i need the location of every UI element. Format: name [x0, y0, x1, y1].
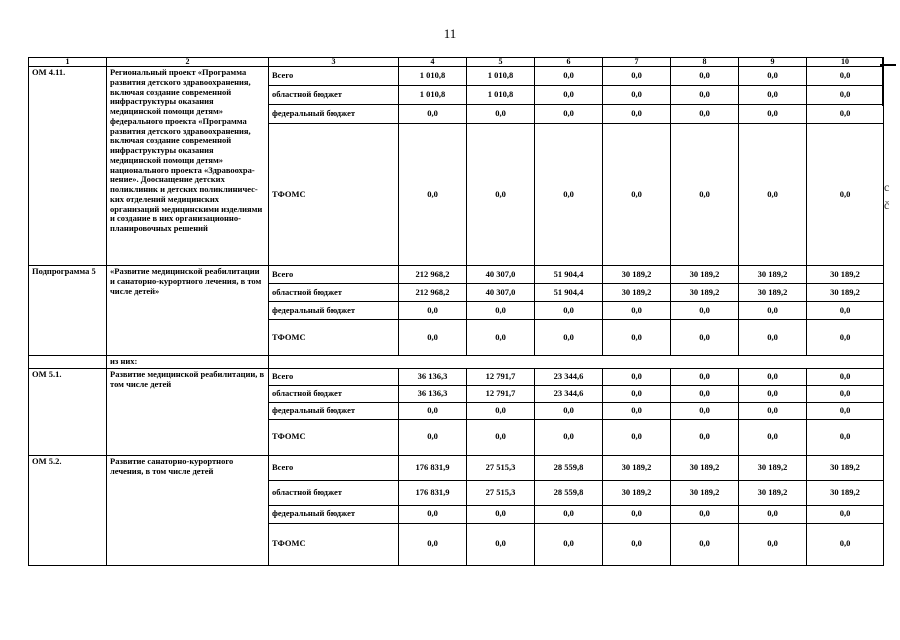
row-code: ОМ 5.2.	[29, 455, 107, 565]
header-cell: 1	[29, 58, 107, 67]
value-cell: 0,0	[671, 419, 739, 455]
value-cell: 0,0	[535, 86, 603, 105]
note-row	[29, 356, 884, 369]
value-cell: 0,0	[603, 302, 671, 320]
value-cell: 0,0	[739, 124, 807, 266]
value-cell: 0,0	[739, 505, 807, 523]
value-cell: 30 189,2	[807, 480, 884, 505]
value-cell: 0,0	[671, 86, 739, 105]
value-cell: 0,0	[671, 523, 739, 565]
value-cell: 28 559,8	[535, 480, 603, 505]
value-cell: 0,0	[671, 124, 739, 266]
row-code: ОМ 5.1.	[29, 368, 107, 455]
value-cell: 0,0	[603, 368, 671, 385]
value-cell: 30 189,2	[739, 266, 807, 284]
value-cell: 0,0	[399, 124, 467, 266]
value-cell: 1 010,8	[467, 86, 535, 105]
value-cell: 0,0	[467, 505, 535, 523]
header-cell: 7	[603, 58, 671, 67]
value-cell: 28 559,8	[535, 455, 603, 480]
header-cell: 4	[399, 58, 467, 67]
funding-source: областной бюджет	[269, 385, 399, 402]
value-cell: 0,0	[807, 105, 884, 124]
header-cell: 8	[671, 58, 739, 67]
value-cell: 0,0	[671, 385, 739, 402]
value-cell: 0,0	[807, 402, 884, 419]
value-cell: 0,0	[399, 320, 467, 356]
header-cell: 10	[807, 58, 884, 67]
value-cell: 30 189,2	[807, 455, 884, 480]
value-cell: 0,0	[535, 505, 603, 523]
value-cell: 0,0	[739, 368, 807, 385]
header-cell: 5	[467, 58, 535, 67]
value-cell: 0,0	[671, 302, 739, 320]
value-cell: 0,0	[739, 523, 807, 565]
value-cell: 0,0	[739, 302, 807, 320]
value-cell: 0,0	[807, 67, 884, 86]
value-cell: 23 344,6	[535, 385, 603, 402]
funding-source: ТФОМС	[269, 523, 399, 565]
value-cell: 0,0	[739, 419, 807, 455]
edge-letter-mark: c	[884, 180, 890, 194]
header-cell: 2	[107, 58, 269, 67]
value-cell: 0,0	[399, 419, 467, 455]
value-cell: 0,0	[603, 320, 671, 356]
funding-source: Всего	[269, 368, 399, 385]
funding-source: Всего	[269, 455, 399, 480]
header-cell: 9	[739, 58, 807, 67]
value-cell: 212 968,2	[399, 266, 467, 284]
value-cell: 0,0	[603, 124, 671, 266]
funding-source: областной бюджет	[269, 86, 399, 105]
value-cell: 27 515,3	[467, 480, 535, 505]
value-cell: 0,0	[603, 505, 671, 523]
value-cell: 0,0	[535, 124, 603, 266]
table-row	[29, 67, 884, 86]
funding-source: федеральный бюджет	[269, 105, 399, 124]
value-cell: 0,0	[535, 67, 603, 86]
funding-source: ТФОМС	[269, 419, 399, 455]
header-row	[29, 58, 884, 67]
row-description: Развитие санаторно-курортного лечения, в том числе детей	[107, 455, 269, 565]
funding-source: Всего	[269, 67, 399, 86]
value-cell: 0,0	[807, 320, 884, 356]
value-cell: 0,0	[603, 402, 671, 419]
value-cell: 0,0	[467, 402, 535, 419]
page-number: 11	[443, 26, 457, 41]
value-cell: 1 010,8	[467, 67, 535, 86]
value-cell: 12 791,7	[467, 385, 535, 402]
value-cell: 0,0	[399, 105, 467, 124]
note-label: из них:	[107, 356, 269, 369]
value-cell: 0,0	[467, 419, 535, 455]
value-cell: 0,0	[603, 86, 671, 105]
table-row	[29, 266, 884, 284]
value-cell: 30 189,2	[807, 284, 884, 302]
value-cell: 30 189,2	[603, 284, 671, 302]
value-cell: 0,0	[671, 320, 739, 356]
value-cell: 0,0	[399, 523, 467, 565]
funding-source: областной бюджет	[269, 480, 399, 505]
value-cell: 0,0	[671, 402, 739, 419]
table-row	[29, 455, 884, 480]
value-cell: 1 010,8	[399, 67, 467, 86]
value-cell: 0,0	[467, 105, 535, 124]
row-code: ОМ 4.11.	[29, 67, 107, 266]
value-cell: 0,0	[467, 302, 535, 320]
value-cell: 30 189,2	[603, 480, 671, 505]
row-description: Развитие медицинской реабилитации, в том числе детей	[107, 368, 269, 455]
value-cell: 176 831,9	[399, 480, 467, 505]
value-cell: 0,0	[535, 419, 603, 455]
value-cell: 40 307,0	[467, 266, 535, 284]
value-cell: 0,0	[535, 402, 603, 419]
value-cell: 0,0	[807, 368, 884, 385]
value-cell: 0,0	[807, 86, 884, 105]
value-cell: 0,0	[807, 385, 884, 402]
value-cell: 0,0	[603, 105, 671, 124]
value-cell: 0,0	[671, 67, 739, 86]
value-cell: 0,0	[807, 523, 884, 565]
value-cell: 0,0	[467, 124, 535, 266]
value-cell: 30 189,2	[671, 455, 739, 480]
value-cell: 30 189,2	[671, 266, 739, 284]
table-row	[29, 368, 884, 385]
funding-source: областной бюджет	[269, 284, 399, 302]
value-cell: 30 189,2	[603, 266, 671, 284]
row-description: Региональный проект «Программа развития детского здравоохранения, включая создание современной инфраструктуры оказания медицинской помощи детям» федерального проекта «Программа развития детского здравоохранения, включая создание современной инфраструктуры оказания медицинской помощи детям» национального проекта «Здравоохра-нение». Дооснащение детских поликлиник и детских поликлиничес-ких отделений медицинских организаций медицинскими изделиями и создание в них организационно-планировочных решений	[107, 67, 269, 266]
value-cell: 0,0	[739, 385, 807, 402]
value-cell: 36 136,3	[399, 385, 467, 402]
value-cell: 30 189,2	[739, 284, 807, 302]
funding-source: федеральный бюджет	[269, 402, 399, 419]
value-cell: 0,0	[603, 523, 671, 565]
value-cell: 0,0	[671, 505, 739, 523]
empty-cell	[29, 356, 107, 369]
value-cell: 0,0	[807, 505, 884, 523]
value-cell: 0,0	[467, 320, 535, 356]
value-cell: 30 189,2	[671, 480, 739, 505]
value-cell: 12 791,7	[467, 368, 535, 385]
value-cell: 0,0	[671, 368, 739, 385]
value-cell: 0,0	[603, 67, 671, 86]
value-cell: 0,0	[739, 402, 807, 419]
header-cell: 6	[535, 58, 603, 67]
funding-source: ТФОМС	[269, 124, 399, 266]
value-cell: 0,0	[535, 523, 603, 565]
value-cell: 0,0	[399, 402, 467, 419]
row-code: Подпрограмма 5	[29, 266, 107, 356]
value-cell: 0,0	[739, 86, 807, 105]
value-cell: 212 968,2	[399, 284, 467, 302]
header-cell: 3	[269, 58, 399, 67]
value-cell: 23 344,6	[535, 368, 603, 385]
value-cell: 0,0	[399, 302, 467, 320]
value-cell: 30 189,2	[603, 455, 671, 480]
funding-source: ТФОМС	[269, 320, 399, 356]
row-description: «Развитие медицинской реабилитации и санаторно-курортного лечения, в том числе детей»	[107, 266, 269, 356]
edge-letter-mark: č	[884, 198, 890, 212]
value-cell: 0,0	[807, 302, 884, 320]
value-cell: 40 307,0	[467, 284, 535, 302]
funding-source: федеральный бюджет	[269, 505, 399, 523]
budget-table	[28, 57, 884, 566]
value-cell: 27 515,3	[467, 455, 535, 480]
value-cell: 51 904,4	[535, 266, 603, 284]
value-cell: 0,0	[603, 419, 671, 455]
value-cell: 0,0	[807, 124, 884, 266]
value-cell: 1 010,8	[399, 86, 467, 105]
value-cell: 0,0	[671, 105, 739, 124]
funding-source: федеральный бюджет	[269, 302, 399, 320]
value-cell: 0,0	[739, 67, 807, 86]
value-cell: 0,0	[535, 302, 603, 320]
value-cell: 0,0	[603, 385, 671, 402]
funding-source: Всего	[269, 266, 399, 284]
value-cell: 51 904,4	[535, 284, 603, 302]
value-cell: 0,0	[807, 419, 884, 455]
value-cell: 30 189,2	[739, 480, 807, 505]
empty-cell	[269, 356, 884, 369]
value-cell: 0,0	[535, 320, 603, 356]
value-cell: 36 136,3	[399, 368, 467, 385]
value-cell: 0,0	[535, 105, 603, 124]
value-cell: 0,0	[399, 505, 467, 523]
value-cell: 0,0	[739, 320, 807, 356]
value-cell: 176 831,9	[399, 455, 467, 480]
value-cell: 0,0	[467, 523, 535, 565]
value-cell: 0,0	[739, 105, 807, 124]
value-cell: 30 189,2	[671, 284, 739, 302]
value-cell: 30 189,2	[807, 266, 884, 284]
value-cell: 30 189,2	[739, 455, 807, 480]
